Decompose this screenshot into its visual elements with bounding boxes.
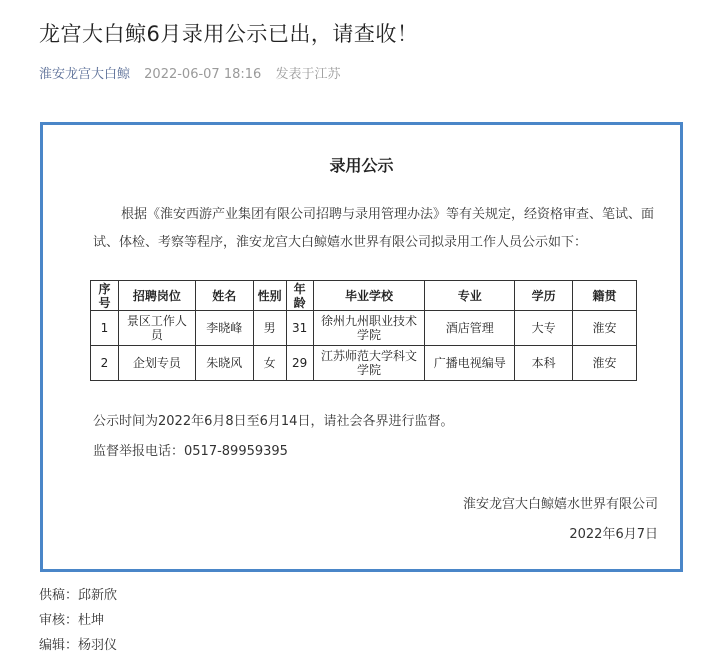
- author-link[interactable]: 淮安龙宫大白鲸: [39, 67, 131, 82]
- table-header-row: [91, 281, 637, 311]
- cell-age: 29: [286, 346, 313, 381]
- notice-heading: 录用公示: [329, 156, 394, 175]
- publicity-period: 公示时间为2022年6月8日至6月14日，请社会各界进行监督。: [93, 414, 454, 429]
- notice-frame: [40, 122, 683, 572]
- cell-age: 31: [286, 311, 313, 346]
- cell-no: 2: [91, 346, 119, 381]
- cell-name: 朱晓风: [195, 346, 253, 381]
- report-hotline: 监督举报电话：0517-89959395: [93, 444, 288, 459]
- credit-editor: 编辑：杨羽仪: [39, 638, 118, 653]
- issuing-company: 淮安龙宫大白鲸嬉水世界有限公司: [462, 497, 658, 512]
- article-credits: [39, 583, 117, 658]
- cell-education: 本科: [515, 346, 573, 381]
- col-header-hometown: 籍贯: [573, 281, 637, 311]
- cell-gender: 女: [253, 346, 286, 381]
- issue-date: 2022年6月7日: [569, 527, 658, 542]
- cell-hometown: 淮安: [573, 311, 637, 346]
- cell-school: 徐州九州职业技术学院: [313, 311, 425, 346]
- cell-education: 大专: [515, 311, 573, 346]
- hires-table: [90, 280, 637, 381]
- col-header-gender: 性别: [253, 281, 286, 311]
- credit-reviewer: 审核：杜坤: [39, 613, 105, 628]
- cell-position: 景区工作人员: [118, 311, 195, 346]
- article-meta: [39, 63, 340, 82]
- table-row: [91, 346, 637, 381]
- col-header-name: 姓名: [195, 281, 253, 311]
- cell-position: 企划专员: [118, 346, 195, 381]
- col-header-major: 专业: [425, 281, 515, 311]
- cell-gender: 男: [253, 311, 286, 346]
- col-header-education: 学历: [515, 281, 573, 311]
- col-header-school: 毕业学校: [313, 281, 425, 311]
- notice-intro: 根据《淮安西游产业集团有限公司招聘与录用管理办法》等有关规定，经资格审查、笔试、面试、体检、考察等程序，淮安龙宫大白鲸嬉水世界有限公司拟录用工作人员公示如下：: [93, 207, 655, 250]
- cell-no: 1: [91, 311, 119, 346]
- cell-school: 江苏师范大学科文学院: [313, 346, 425, 381]
- credit-contributor: 供稿：邱新欣: [39, 588, 118, 603]
- cell-name: 李晓峰: [195, 311, 253, 346]
- article-title: 龙宫大白鲸6月录用公示已出，请查收！: [39, 22, 419, 46]
- cell-hometown: 淮安: [573, 346, 637, 381]
- col-header-age: 年龄: [286, 281, 313, 311]
- publish-date: 2022-06-07 18:16: [144, 67, 262, 82]
- col-header-position: 招聘岗位: [118, 281, 195, 311]
- col-header-no: 序号: [91, 281, 119, 311]
- publish-location: 发表于江苏: [275, 67, 341, 82]
- table-row: [91, 311, 637, 346]
- cell-major: 广播电视编导: [425, 346, 515, 381]
- cell-major: 酒店管理: [425, 311, 515, 346]
